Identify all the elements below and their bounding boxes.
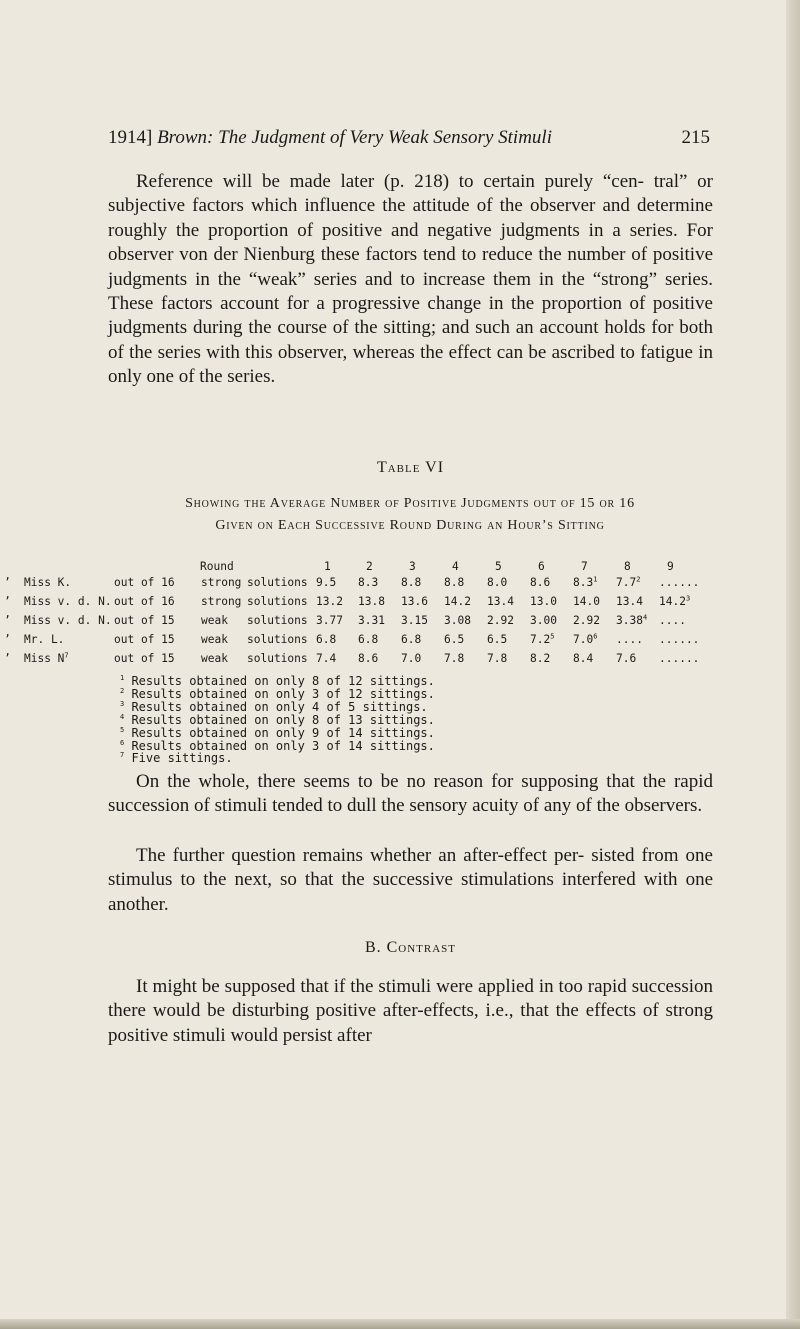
cell-value: 9.5 (316, 576, 337, 589)
out-of-count: out of 16 (114, 576, 175, 589)
cell-value: 7.0 (401, 652, 422, 665)
cell-value: 6.5 (444, 633, 465, 646)
round-number-2: 2 (366, 560, 373, 573)
paragraph-contrast: It might be supposed that if the stimuli were applied in too rapid succession there would be disturbing positive after-effects, i.e., that the effects of strong positive stimuli would persist after (108, 976, 713, 1046)
footnote-mark: 1 (593, 575, 598, 584)
footnote-mark: 2 (636, 575, 641, 584)
paragraph-conclusion: On the whole, there seems to be no reason for supposing that the rapid succession of stimuli tended to dull the sensory acuity of any of the observers. (108, 771, 713, 817)
round-number-4: 4 (452, 560, 459, 573)
observer-name: Miss K. (24, 576, 72, 589)
footnote-text: Results obtained on only 3 of 14 sittings. (124, 738, 435, 753)
running-head-title: Brown: The Judgment of Very Weak Sensory Stimuli (157, 127, 552, 148)
running-head-year: 1914] (108, 127, 153, 148)
footnote-mark: 6 (120, 738, 125, 747)
cell-value: 13.4 (616, 595, 643, 608)
cell-value: 8.3 (358, 576, 379, 589)
cell-value: 3.15 (401, 614, 428, 627)
footnote-text: Results obtained on only 9 of 14 sittings. (124, 725, 435, 740)
footnote-mark: 1 (120, 674, 125, 682)
cell-value: 7.8 (444, 652, 465, 665)
footnote-6 (120, 740, 435, 753)
solutions-label: solutions (247, 576, 308, 589)
cell-value: 2.92 (487, 614, 514, 627)
cell-value: 3.31 (358, 614, 385, 627)
row-bullet: ʼ (4, 576, 11, 589)
round-number-7: 7 (581, 560, 588, 573)
observer-name: Mr. L. (24, 633, 65, 646)
round-number-1: 1 (324, 560, 331, 573)
cell-value: 14.0 (573, 595, 600, 608)
round-label: Round (200, 560, 234, 573)
cell-value: $7.2^5$ (530, 632, 555, 646)
footnote-4 (120, 714, 435, 727)
footnote-1 (120, 675, 435, 688)
round-number-6: 6 (538, 560, 545, 573)
running-head-left (108, 127, 552, 149)
out-of-count: out of 16 (114, 595, 175, 608)
cell-value: ...... (659, 652, 700, 665)
table-caption-line-1: Showing the Average Number of Positive Judgments out of 15 or 16 (185, 496, 635, 511)
running-head (108, 127, 710, 149)
out-of-count: out of 15 (114, 633, 175, 646)
round-number-9: 9 (667, 560, 674, 573)
cell-value: ...... (659, 633, 700, 646)
footnote-5 (120, 727, 435, 740)
paragraph-after-effect: The further question remains whether an after-effect per- sisted from one stimulus to the next, so that the successive stimulations interfered with one another. (108, 845, 713, 915)
paragraph-intro: Reference will be made later (p. 218) to certain purely “cen- tral” or subjective factors which influence the attitude of the observer and determine roughly the proportion of positive and negative judgments in a series. For observer von der Nienburg these factors tend to reduce the number of positive judgments in the “weak” series and to increase them in the “strong” series. These factors account for a progressive change in the proportion of positive judgments during the course of the sitting; and such an account holds for both of the series with this observer, whereas the effect can be ascribed to fatigue in only one of the series. (108, 171, 713, 388)
table-caption-line-2: Given on Each Successive Round During an Hour’s Sitting (215, 518, 605, 533)
solutions-label: solutions (247, 633, 308, 646)
footnote-mark: 4 (642, 613, 648, 622)
observer-name: Miss v. d. N. (24, 614, 112, 627)
out-of-count: out of 15 (114, 614, 175, 627)
row-bullet: ʼ (4, 614, 11, 627)
cell-value: 6.8 (358, 633, 379, 646)
solution-strength: strong (201, 576, 242, 589)
cell-value: .... (659, 614, 686, 627)
cell-value: 8.6 (358, 652, 379, 665)
round-number-5: 5 (495, 560, 502, 573)
footnote-mark: 6 (593, 632, 598, 641)
footnote-7 (120, 752, 233, 765)
footnote-text: Results obtained on only 4 of 5 sittings. (124, 699, 428, 714)
footnote-3 (120, 701, 428, 714)
footnote-mark: 4 (120, 712, 125, 721)
cell-value: 14.2$^3$ (659, 594, 691, 608)
cell-value: $7.7^2$ (616, 575, 641, 589)
row-bullet: ʼ (4, 652, 11, 665)
out-of-count: out of 15 (114, 652, 175, 665)
table-title: Table VI (376, 459, 445, 476)
cell-value: 13.2 (316, 595, 343, 608)
footnote-mark: 3 (120, 699, 125, 708)
cell-value: 13.6 (401, 595, 428, 608)
cell-value: 6.8 (401, 633, 422, 646)
footnote-mark: 5 (550, 632, 555, 641)
cell-value: 3.00 (530, 614, 557, 627)
footnote-2 (120, 688, 435, 701)
footnote-mark: 3 (685, 594, 691, 603)
cell-value: 3.08 (444, 614, 471, 627)
solution-strength: weak (201, 633, 228, 646)
cell-value: $7.0^6$ (573, 632, 598, 646)
cell-value: 7.6 (616, 652, 637, 665)
cell-value: 13.4 (487, 595, 514, 608)
round-number-3: 3 (409, 560, 416, 573)
page-number: 215 (681, 127, 710, 148)
solutions-label: solutions (247, 595, 308, 608)
section-heading: B. Contrast (364, 939, 457, 956)
observer-name: Miss v. d. N. (24, 595, 112, 608)
footnote-text: Five sittings. (124, 751, 233, 766)
page-edge (786, 0, 800, 1329)
observer-name: Miss $N^7$ (24, 651, 69, 665)
cell-value: 3.38$^4$ (616, 613, 648, 627)
cell-value: .... (616, 633, 643, 646)
round-number-8: 8 (624, 560, 631, 573)
solution-strength: weak (201, 652, 228, 665)
cell-value: 13.0 (530, 595, 557, 608)
solution-strength: strong (201, 595, 242, 608)
cell-value: 8.4 (573, 652, 594, 665)
cell-value: 13.8 (358, 595, 385, 608)
footnote-mark: 5 (120, 725, 125, 734)
footnote-mark: 2 (120, 686, 125, 695)
footnote-text: Results obtained on only 8 of 13 sittings. (124, 712, 435, 727)
cell-value: 8.0 (487, 576, 508, 589)
solution-strength: weak (201, 614, 228, 627)
cell-value: 2.92 (573, 614, 600, 627)
footnote-text: Results obtained on only 8 of 12 sittings. (124, 674, 435, 688)
row-bullet: ʼ (4, 595, 11, 608)
cell-value: 8.8 (401, 576, 422, 589)
footnote-mark: 7 (64, 651, 69, 660)
footnote-mark: 7 (120, 751, 125, 760)
cell-value: 6.5 (487, 633, 508, 646)
solutions-label: solutions (247, 652, 308, 665)
cell-value: 7.4 (316, 652, 337, 665)
cell-value: 7.8 (487, 652, 508, 665)
cell-value: $8.3^1$ (573, 575, 598, 589)
cell-value: 3.77 (316, 614, 343, 627)
footnote-text: Results obtained on only 3 of 12 sittings. (124, 686, 435, 701)
cell-value: 8.2 (530, 652, 551, 665)
cell-value: 8.6 (530, 576, 551, 589)
solutions-label: solutions (247, 614, 308, 627)
cell-value: 8.8 (444, 576, 465, 589)
cell-value: 14.2 (444, 595, 471, 608)
page-bottom-edge (0, 1319, 800, 1329)
row-bullet: ʼ (4, 633, 11, 646)
cell-value: 6.8 (316, 633, 337, 646)
cell-value: ...... (659, 576, 700, 589)
